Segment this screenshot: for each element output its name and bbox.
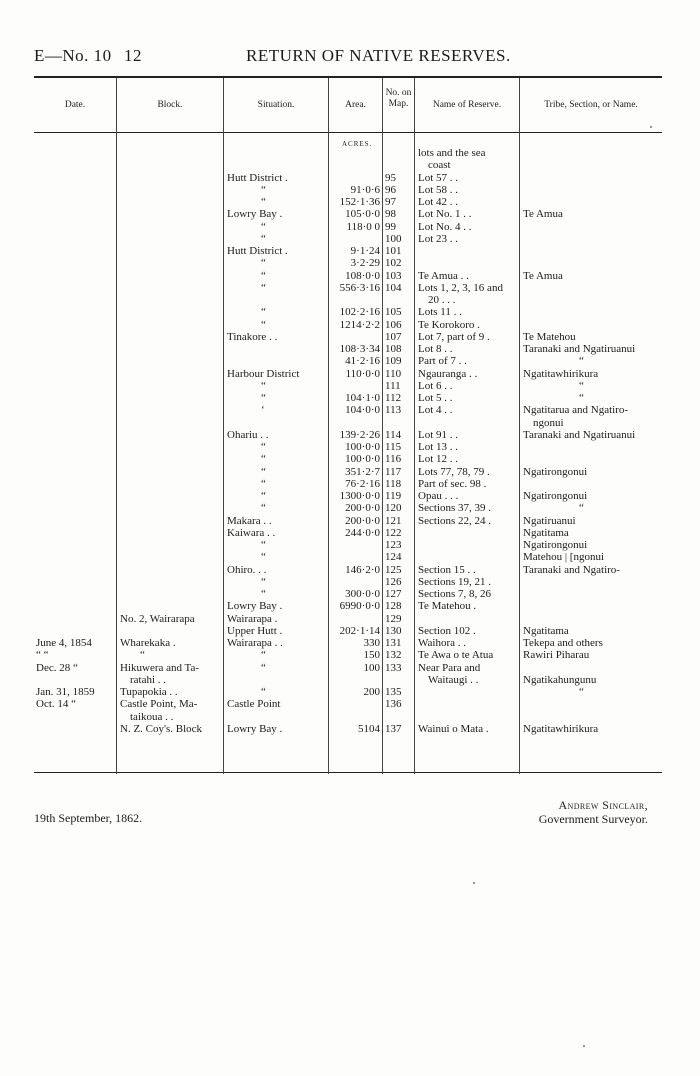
cell-situation: “ — [261, 392, 266, 404]
cell-reserve: Te Awa o te Atua — [418, 649, 494, 662]
cell-reserve: coast — [428, 159, 451, 172]
cell-reserve: Lot 23 . . — [418, 232, 459, 245]
signatory-role: Government Surveyor. — [538, 812, 648, 826]
signatory-name: Andrew Sinclair, — [558, 798, 648, 812]
signature-block — [493, 798, 648, 826]
cell-reserve: Lots 1, 2, 3, 16 and — [418, 281, 503, 294]
cell-map: 132 — [385, 649, 402, 662]
page-title: RETURN OF NATIVE RESERVES. — [246, 46, 511, 65]
cell-tribe: Ngatitama — [523, 526, 569, 539]
table-row — [34, 196, 662, 208]
cell-reserve: Lot 58 . . — [418, 183, 459, 196]
cell-map: 103 — [385, 269, 402, 282]
cell-block: ratahi . . — [130, 673, 167, 686]
cell-reserve: Part of sec. 98 . — [418, 477, 487, 490]
table-row — [34, 613, 662, 625]
cell-tribe: Ngatirongonui — [523, 465, 588, 478]
cell-situation: “ — [261, 220, 266, 233]
cell-block: No. 2, Wairarapa — [120, 612, 195, 625]
table-row — [34, 368, 662, 380]
area-unit-label: ACRES. — [342, 140, 373, 148]
cell-reserve: Waihora . . — [418, 637, 466, 649]
cell-area: 110·0·0 — [345, 367, 380, 380]
cell-situation: “ — [261, 453, 266, 466]
cell-tribe: “ — [579, 686, 584, 698]
cell-tribe: Ngatirongonui — [523, 539, 588, 551]
cell-map: 121 — [385, 514, 402, 527]
cell-situation: “ — [261, 183, 266, 196]
table-row — [34, 527, 662, 539]
cell-situation: “ — [261, 539, 266, 551]
document-date: 19th September, 1862. — [34, 811, 143, 825]
cell-area: 1214·2·2 — [339, 318, 380, 331]
cell-map: 114 — [385, 428, 402, 441]
cell-area: 100·0·0 — [345, 441, 380, 453]
table-row — [34, 625, 662, 637]
cell-tribe: Ngatiruanui — [523, 514, 576, 527]
cell-tribe: Matehou | [ngonui — [523, 551, 605, 564]
cell-map: 128 — [385, 600, 402, 613]
cell-tribe: ngonui — [533, 416, 564, 429]
cell-tribe: “ — [579, 502, 584, 515]
table-row — [34, 380, 662, 392]
table-row — [34, 490, 662, 502]
table-row — [34, 245, 662, 257]
cell-date: Dec. 28 “ — [36, 661, 78, 674]
cell-reserve: Opau . . . — [418, 490, 459, 502]
cell-block: N. Z. Coy's. Block — [120, 722, 203, 735]
cell-situation: Hutt District . — [227, 245, 288, 257]
cell-map: 107 — [385, 330, 402, 343]
cell-area: 118·0 0 — [346, 220, 380, 233]
cell-map: 99 — [385, 220, 396, 233]
cell-situation: ‘ — [261, 404, 265, 417]
cell-map: 123 — [385, 539, 402, 551]
table-row — [34, 343, 662, 355]
table-row — [34, 233, 662, 245]
cell-situation: Wairarapa . — [227, 612, 278, 625]
cell-area: 152·1·36 — [339, 196, 380, 208]
column-header-area: Area. — [345, 100, 366, 110]
cell-reserve: Lot 7, part of 9 . — [418, 330, 490, 343]
table-row — [34, 698, 662, 710]
cell-map: 113 — [385, 404, 402, 417]
cell-area: 200·0·0 — [345, 502, 380, 515]
cell-tribe: Te Amua — [523, 208, 563, 221]
cell-map: 126 — [385, 575, 402, 588]
table-row — [34, 686, 662, 698]
table-row — [34, 429, 662, 441]
cell-situation: “ — [261, 477, 266, 490]
table-row — [34, 159, 662, 171]
cell-situation: Ohariu . . — [227, 428, 269, 441]
cell-tribe: Ngatitawhirikura — [523, 367, 599, 380]
cell-reserve: Lot 5 . . — [418, 392, 453, 404]
cell-situation: “ — [261, 318, 266, 331]
cell-reserve: 20 . . . — [428, 294, 456, 306]
cell-tribe: Te Matehou — [523, 330, 576, 343]
column-header-tribe: Tribe, Section, or Name. — [544, 100, 638, 110]
table-row — [34, 576, 662, 588]
cell-reserve: lots and the sea — [418, 147, 486, 159]
cell-date: Oct. 14 “ — [36, 698, 77, 711]
table-row — [34, 674, 662, 686]
table-row — [34, 662, 662, 674]
cell-area: 102·2·16 — [339, 306, 380, 319]
cell-situation: “ — [261, 269, 266, 282]
table-row — [34, 637, 662, 649]
cell-reserve: Section 102 . — [418, 624, 476, 637]
cell-map: 95 — [385, 171, 396, 184]
cell-reserve: Section 15 . . — [418, 563, 476, 576]
cell-area: 202·1·14 — [339, 624, 380, 637]
cell-situation: Kaiwara . . — [227, 526, 276, 539]
cell-map: 108 — [385, 343, 402, 355]
cell-tribe: Ngatitama — [523, 624, 569, 637]
cell-map: 119 — [385, 490, 402, 502]
cell-reserve: Lot 91 . . — [418, 428, 459, 441]
cell-situation: “ — [261, 379, 266, 392]
cell-tribe: Rawiri Piharau — [523, 649, 590, 662]
table-row — [34, 723, 662, 735]
cell-block: taikoua . . — [130, 710, 174, 723]
cell-map: 110 — [385, 367, 402, 380]
cell-map: 111 — [385, 379, 401, 392]
cell-situation: Lowry Bay . — [227, 722, 283, 735]
table-row — [34, 221, 662, 233]
cell-tribe: Taranaki and Ngatiruanui — [523, 428, 636, 441]
cell-map: 124 — [385, 551, 402, 564]
cell-area: 41·2·16 — [345, 355, 380, 368]
cell-situation: “ — [261, 465, 266, 478]
cell-reserve: Lot 42 . . — [418, 196, 459, 208]
table-row — [34, 270, 662, 282]
print-speck — [473, 882, 475, 884]
table-row — [34, 331, 662, 343]
cell-area: 330 — [363, 637, 380, 649]
cell-date: Jan. 31, 1859 — [36, 686, 95, 698]
cell-situation: “ — [261, 232, 266, 245]
cell-map: 125 — [385, 563, 402, 576]
cell-area: 108·3·34 — [339, 343, 380, 355]
cell-block: Hikuwera and Ta- — [120, 661, 200, 674]
cell-situation: Tinakore . . — [227, 330, 278, 343]
cell-map: 104 — [385, 281, 402, 294]
page-header — [34, 46, 674, 70]
cell-map: 96 — [385, 183, 396, 196]
cell-situation: “ — [261, 649, 266, 662]
cell-map: 105 — [385, 306, 402, 319]
cell-tribe: Ngatitarua and Ngatiro- — [523, 404, 629, 417]
cell-tribe: “ — [579, 355, 584, 368]
cell-reserve: Near Para and — [418, 661, 481, 674]
cell-tribe: “ — [579, 379, 584, 392]
cell-block: “ — [140, 649, 145, 662]
cell-area: 200·0·0 — [345, 514, 380, 527]
cell-tribe: Ngatikahungunu — [523, 673, 597, 686]
cell-tribe: Taranaki and Ngatiro- — [523, 563, 620, 576]
column-header-date: Date. — [64, 100, 86, 110]
cell-reserve: Lot 4 . . — [418, 404, 453, 417]
cell-situation: Ohiro. . . — [227, 563, 267, 576]
cell-map: 102 — [385, 257, 402, 270]
cell-tribe: Tekepa and others — [523, 637, 603, 649]
cell-situation: “ — [261, 502, 266, 515]
table-row — [34, 478, 662, 490]
cell-map: 109 — [385, 355, 402, 368]
cell-area: 104·1·0 — [345, 392, 380, 404]
table-row — [34, 453, 662, 465]
cell-tribe: Te Amua — [523, 269, 563, 282]
cell-reserve: Te Matehou . — [418, 600, 477, 613]
cell-tribe: Ngatitawhirikura — [523, 722, 599, 735]
cell-reserve: Sections 7, 8, 26 — [418, 588, 492, 600]
table-row — [34, 147, 662, 159]
document-reference: E—No. 10 — [34, 46, 112, 65]
cell-situation: “ — [261, 686, 266, 698]
table-row — [34, 294, 662, 306]
cell-map: 115 — [385, 441, 402, 453]
cell-reserve: Waitaugi . . — [428, 673, 479, 686]
column-header-map: No. on Map. — [385, 88, 412, 109]
table-row — [34, 208, 662, 220]
cell-area: 9·1·24 — [350, 245, 380, 257]
table-row — [34, 306, 662, 318]
cell-map: 130 — [385, 624, 402, 637]
cell-situation: “ — [261, 490, 266, 502]
cell-reserve: Sections 22, 24 . — [418, 514, 492, 527]
cell-block: Tupapokia . . — [120, 686, 178, 698]
cell-situation: Upper Hutt . — [227, 624, 283, 637]
table-row — [34, 355, 662, 367]
table-row — [34, 588, 662, 600]
cell-reserve: Lots 77, 78, 79 . — [418, 465, 490, 478]
cell-area: 556·3·16 — [339, 281, 380, 294]
cell-reserve: Lot 12 . . — [418, 453, 459, 466]
cell-area: 5104 — [358, 722, 380, 735]
cell-map: 122 — [385, 526, 402, 539]
cell-area: 244·0·0 — [345, 526, 380, 539]
cell-tribe: “ — [579, 392, 584, 404]
cell-tribe: Taranaki and Ngatiruanui — [523, 343, 636, 355]
cell-map: 137 — [385, 722, 402, 735]
cell-map: 136 — [385, 698, 402, 711]
cell-area: 6990·0·0 — [339, 600, 380, 613]
table-row — [34, 404, 662, 416]
cell-area: 150 — [363, 649, 380, 662]
cell-reserve: Lot 6 . . — [418, 379, 453, 392]
table-row — [34, 257, 662, 269]
table-row — [34, 564, 662, 576]
cell-area: 351·2·7 — [345, 465, 380, 478]
cell-situation: Lowry Bay . — [227, 208, 283, 221]
cell-map: 133 — [385, 661, 402, 674]
cell-situation: Castle Point — [227, 698, 281, 711]
cell-area: 76·2·16 — [345, 477, 380, 490]
cell-map: 101 — [385, 245, 402, 257]
cell-area: 104·0·0 — [345, 404, 380, 417]
table-row — [34, 282, 662, 294]
cell-situation: “ — [261, 281, 266, 294]
cell-map: 100 — [385, 232, 402, 245]
table-row — [34, 502, 662, 514]
cell-area: 300·0·0 — [345, 588, 380, 600]
cell-map: 135 — [385, 686, 402, 698]
column-header-reserve: Name of Reserve. — [432, 100, 502, 110]
cell-map: 120 — [385, 502, 402, 515]
table-row — [34, 392, 662, 404]
cell-reserve: Sections 19, 21 . — [418, 575, 492, 588]
cell-reserve: Lot No. 1 . . — [418, 208, 472, 221]
cell-area: 100 — [363, 661, 380, 674]
cell-map: 131 — [385, 637, 402, 649]
table-row — [34, 441, 662, 453]
print-speck — [650, 126, 652, 128]
cell-area: 105·0·0 — [345, 208, 380, 221]
cell-situation: Harbour District — [227, 367, 300, 380]
cell-reserve: Lot 13 . . — [418, 441, 459, 453]
cell-block: Castle Point, Ma- — [120, 698, 198, 711]
cell-area: 1300·0·0 — [339, 490, 380, 502]
cell-block: Wharekaka . — [120, 637, 176, 649]
table-row — [34, 649, 662, 661]
cell-date: “ “ — [36, 649, 49, 662]
cell-situation: Makara . . — [227, 514, 272, 527]
cell-reserve: Lot 8 . . — [418, 343, 453, 355]
cell-situation: “ — [261, 196, 266, 208]
cell-situation: “ — [261, 257, 266, 270]
cell-situation: “ — [261, 441, 266, 453]
cell-tribe: Ngatirongonui — [523, 490, 588, 502]
table-row — [34, 417, 662, 429]
cell-situation: “ — [261, 588, 266, 600]
table-row — [34, 184, 662, 196]
cell-situation: “ — [261, 575, 266, 588]
cell-situation: Wairarapa . . — [227, 637, 283, 649]
cell-reserve: Te Amua . . — [418, 269, 469, 282]
reserves-table — [34, 78, 662, 778]
table-row — [34, 600, 662, 612]
cell-reserve: Wainui o Mata . — [418, 722, 489, 735]
cell-area: 108·0·0 — [345, 269, 380, 282]
table-row — [34, 551, 662, 563]
cell-map: 98 — [385, 208, 396, 221]
cell-situation: “ — [261, 661, 266, 674]
column-header-block: Block. — [157, 100, 183, 110]
cell-area: 139·2·26 — [339, 428, 380, 441]
cell-map: 118 — [385, 477, 402, 490]
cell-reserve: Sections 37, 39 . — [418, 502, 492, 515]
cell-reserve: Part of 7 . . — [418, 355, 467, 368]
table-row — [34, 539, 662, 551]
table-row — [34, 711, 662, 723]
cell-map: 97 — [385, 196, 396, 208]
cell-area: 100·0·0 — [345, 453, 380, 466]
cell-situation: “ — [261, 551, 266, 564]
table-row — [34, 319, 662, 331]
table-row — [34, 466, 662, 478]
cell-reserve: Te Korokoro . — [418, 318, 480, 331]
cell-map: 116 — [385, 453, 402, 466]
cell-map: 117 — [385, 465, 402, 478]
print-speck — [583, 1045, 585, 1047]
cell-situation: Hutt District . — [227, 171, 288, 184]
cell-reserve: Lot No. 4 . . — [418, 220, 472, 233]
cell-date: June 4, 1854 — [36, 637, 92, 649]
cell-area: 91·0·6 — [350, 183, 380, 196]
cell-map: 127 — [385, 588, 402, 600]
cell-map: 129 — [385, 612, 402, 625]
table-row — [34, 515, 662, 527]
cell-reserve: Lots 11 . . — [418, 306, 462, 319]
cell-map: 112 — [385, 392, 402, 404]
cell-area: 200 — [363, 686, 380, 698]
cell-map: 106 — [385, 318, 402, 331]
cell-area: 146·2·0 — [345, 563, 380, 576]
cell-reserve: Ngauranga . . — [418, 367, 478, 380]
column-header-situation: Situation. — [257, 100, 295, 110]
cell-area: 3·2·29 — [350, 257, 380, 270]
page-number: 12 — [124, 46, 142, 65]
cell-situation: Lowry Bay . — [227, 600, 283, 613]
table-row — [34, 172, 662, 184]
cell-situation: “ — [261, 306, 266, 319]
cell-reserve: Lot 57 . . — [418, 171, 459, 184]
